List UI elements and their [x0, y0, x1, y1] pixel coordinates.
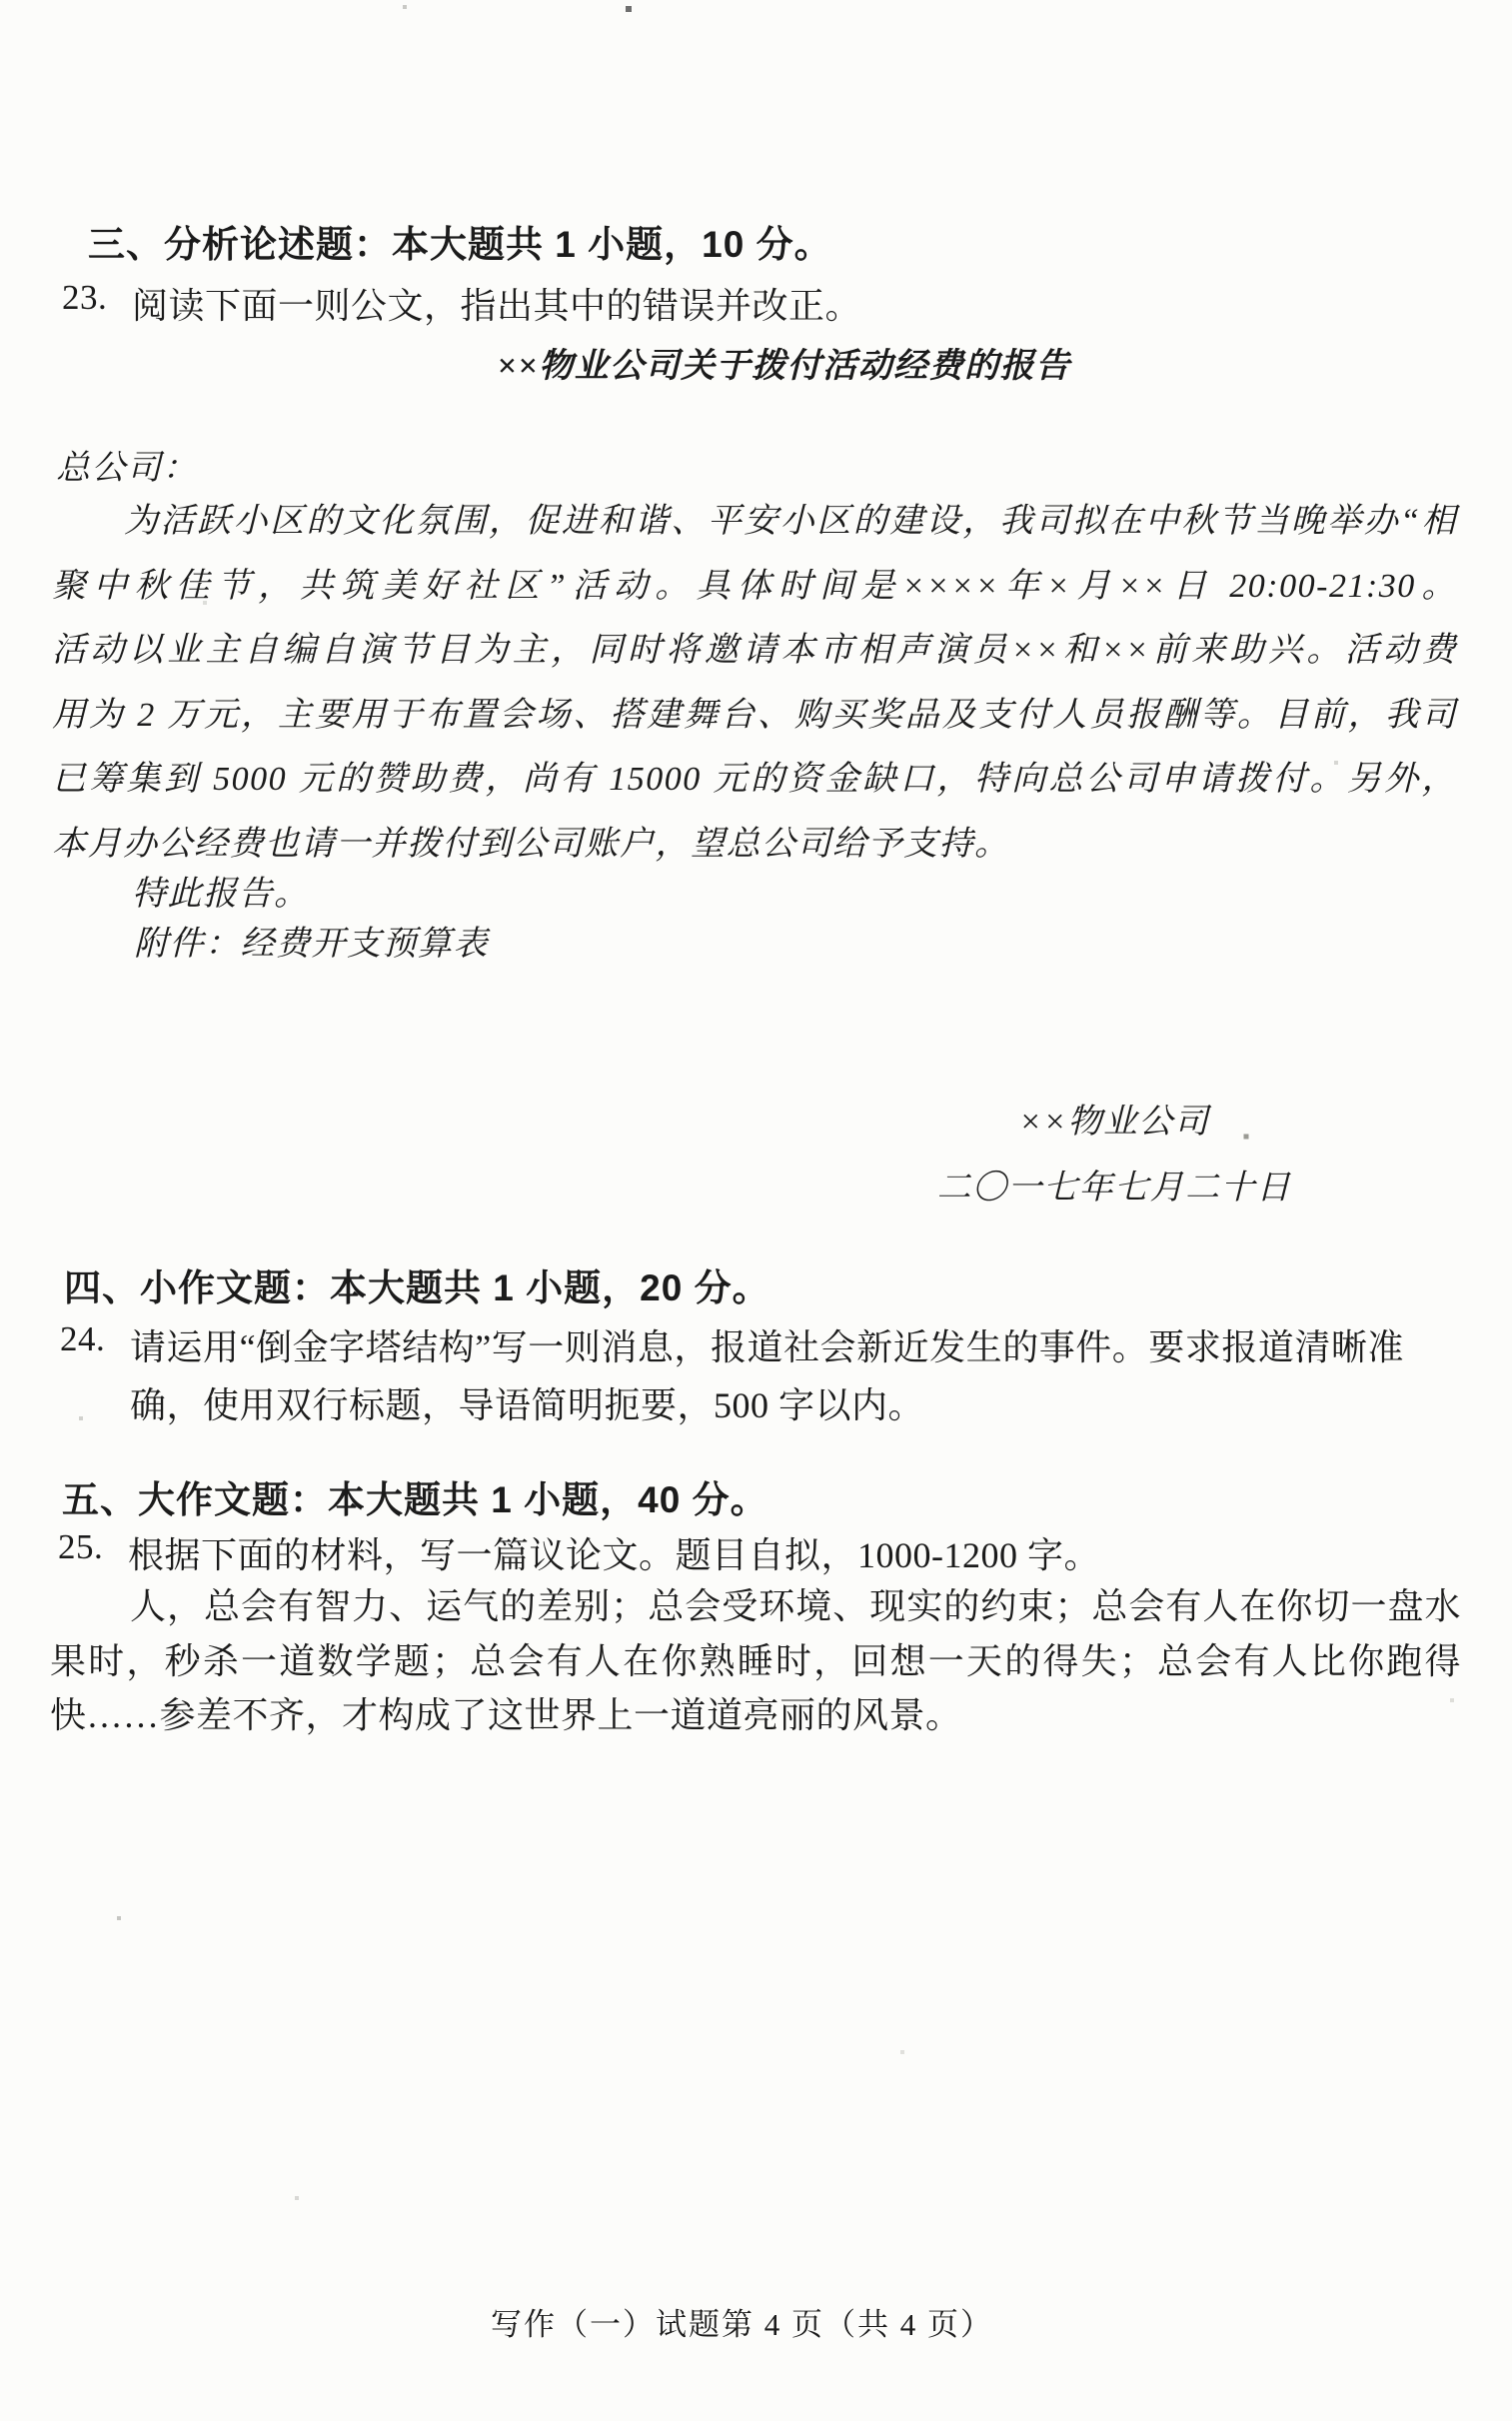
section-three-heading: 三、分析论述题：本大题共 1 小题，10 分。	[88, 224, 832, 265]
page-footer: 写作（一）试题第 4 页（共 4 页）	[491, 2307, 993, 2342]
question-24-text-line2: 确，使用双行标题，导语简明扼要，500 字以内。	[130, 1385, 925, 1425]
section-four-heading: 四、小作文题：本大题共 1 小题，20 分。	[64, 1267, 770, 1308]
report-title: ××物业公司关于拨付活动经费的报告	[497, 348, 1071, 385]
report-closing: 特此报告。	[132, 876, 310, 913]
question-24-number: 24.	[60, 1319, 106, 1358]
report-body	[52, 490, 1457, 877]
report-body-line: 为活跃小区的文化氛围，促进和谐、平安小区的建设，我司拟在中秋节当晚举办“相	[124, 503, 1457, 540]
question-23	[62, 278, 861, 329]
report-body-line: 活动以业主自编自演节目为主，同时将邀请本市相声演员××和××前来助兴。活动费	[52, 632, 1457, 669]
scan-noise	[0, 0, 2, 2]
question-25-number: 25.	[58, 1527, 104, 1566]
material-line: 果时，秒杀一道数学题；总会有人在你熟睡时，回想一天的得失；总会有人比你跑得	[50, 1640, 1461, 1681]
question-25-material	[50, 1579, 1461, 1743]
question-25-prompt: 根据下面的材料，写一篇议论文。题目自拟，1000-1200 字。	[128, 1535, 1100, 1575]
material-line: 人，总会有智力、运气的差别；总会受环境、现实的约束；总会有人在你切一盘水	[130, 1586, 1461, 1626]
question-23-number: 23.	[62, 278, 108, 317]
report-body-line: 已筹集到 5000 元的赞助费，尚有 15000 元的资金缺口，特向总公司申请拨付。另外，	[52, 761, 1457, 798]
report-body-line: 用为 2 万元，主要用于布置会场、搭建舞台、购买奖品及支付人员报酬等。目前，我司	[52, 696, 1457, 734]
material-line: 快……参差不齐，才构成了这世界上一道道亮丽的风景。	[50, 1695, 962, 1735]
question-24	[60, 1319, 1404, 1370]
report-salutation: 总公司：	[56, 450, 198, 487]
report-signature-block	[884, 1090, 1344, 1221]
section-five-heading: 五、大作文题：本大题共 1 小题，40 分。	[62, 1479, 768, 1520]
question-24-text-line1: 请运用“倒金字塔结构”写一则消息，报道社会新近发生的事件。要求报道清晰准	[130, 1327, 1404, 1367]
report-signature: ××物业公司	[1018, 1104, 1210, 1141]
report-body-line: 聚中秋佳节，共筑美好社区”活动。具体时间是××××年×月××日 20:00-21:30。	[52, 567, 1457, 605]
report-body-line: 本月办公经费也请一并拨付到公司账户，望总公司给予支持。	[52, 825, 1010, 863]
question-23-text: 阅读下面一则公文，指出其中的错误并改正。	[132, 286, 862, 326]
question-25	[58, 1527, 1100, 1578]
report-attachment: 附件：经费开支预算表	[134, 926, 489, 963]
report-date: 二〇一七年七月二十日	[936, 1170, 1292, 1207]
